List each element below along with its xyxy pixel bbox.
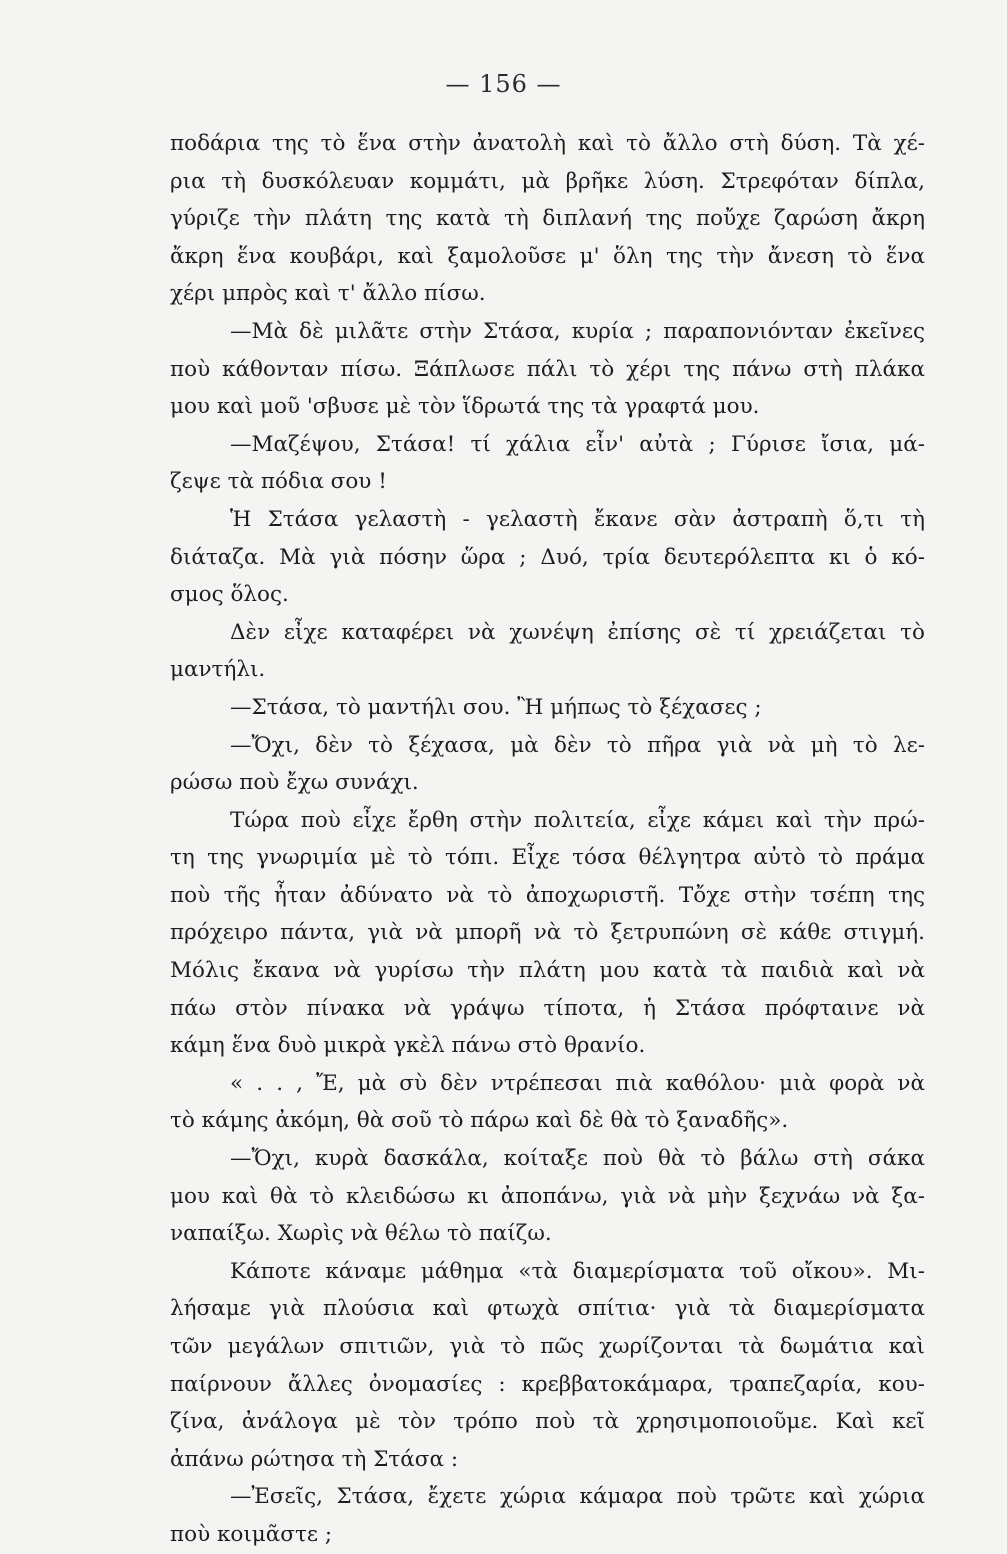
text-line: διάταζα. Μὰ γιὰ πόσην ὥρα ; Δυό, τρία δευτερόλεπτα κι ὁ κό- bbox=[170, 544, 925, 570]
text-line: Τώρα ποὺ εἶχε ἔρθη στὴν πολιτεία, εἶχε κάμει καὶ τὴν πρώ- bbox=[230, 807, 925, 833]
text-line: παίρνουν ἄλλες ὀνομασίες : κρεββατοκάμαρα, τραπεζαρία, κου- bbox=[170, 1371, 925, 1397]
text-line: σμος ὅλος. bbox=[170, 582, 289, 608]
text-line: μου καὶ μοῦ 'σβυσε μὲ τὸν ἵδρωτά της τὰ γραφτά μου. bbox=[170, 394, 760, 420]
text-line: πρόχειρο πάντα, γιὰ νὰ μπορῆ νὰ τὸ ξετρυπώνη σὲ κάθε στιγμή. bbox=[170, 920, 925, 946]
text-line: « . . , Ἔ, μὰ σὺ δὲν ντρέπεσαι πιὰ καθόλου· μιὰ φορὰ νὰ bbox=[230, 1070, 925, 1096]
text-line: ἄκρη ἕνα κουβάρι, καὶ ξαμολοῦσε μ' ὅλη της τὴν ἄνεση τὸ ἕνα bbox=[170, 243, 925, 269]
text-line: —Ἐσεῖς, Στάσα, ἔχετε χώρια κάμαρα ποὺ τρῶτε καὶ χώρια bbox=[230, 1484, 925, 1510]
text-line: Ἡ Στάσα γελαστὴ - γελαστὴ ἔκανε σὰν ἀστραπὴ ὅ,τι τὴ bbox=[230, 506, 925, 532]
text-line: τὸ κάμης ἀκόμη, θὰ σοῦ τὸ πάρω καὶ δὲ θὰ τὸ ξαναδῆς». bbox=[170, 1108, 789, 1134]
text-line: γύριζε τὴν πλάτη της κατὰ τὴ διπλανή της ποὔχε ζαρώση ἄκρη bbox=[170, 206, 925, 232]
text-line: ρώσω ποὺ ἔχω συνάχι. bbox=[170, 770, 419, 796]
text-line: —Ὄχι, κυρὰ δασκάλα, κοίταξε ποὺ θὰ τὸ βάλω στὴ σάκα bbox=[230, 1146, 925, 1172]
text-line: ρια τὴ δυσκόλευαν κομμάτι, μὰ βρῆκε λύση. Στρεφόταν δίπλα, bbox=[170, 168, 925, 194]
text-line: ποὺ κάθονταν πίσω. Ξάπλωσε πάλι τὸ χέρι της πάνω στὴ πλάκα bbox=[170, 356, 925, 382]
text-line: κάμη ἕνα δυὸ μικρὰ γκὲλ πάνω στὸ θρανίο. bbox=[170, 1033, 646, 1059]
text-line: χέρι μπρὸς καὶ τ' ἄλλο πίσω. bbox=[170, 281, 486, 307]
text-line: πάω στὸν πίνακα νὰ γράψω τίποτα, ἡ Στάσα πρόφταινε νὰ bbox=[170, 995, 925, 1021]
text-line: —Μαζέψου, Στάσα! τί χάλια εἶν' αὐτὰ ; Γύρισε ἴσια, μά- bbox=[230, 431, 925, 457]
body-text bbox=[170, 125, 925, 1554]
text-line: ἀπάνω ρώτησα τὴ Στάσα : bbox=[170, 1446, 459, 1472]
text-line: —Ὄχι, δὲν τὸ ξέχασα, μὰ δὲν τὸ πῆρα γιὰ νὰ μὴ τὸ λε- bbox=[230, 732, 925, 758]
text-line: ποδάρια της τὸ ἕνα στὴν ἀνατολὴ καὶ τὸ ἄλλο στὴ δύση. Τὰ χέ- bbox=[170, 131, 925, 156]
text-line: λήσαμε γιὰ πλούσια καὶ φτωχὰ σπίτια· γιὰ τὰ διαμερίσματα bbox=[170, 1296, 925, 1322]
text-line: —Μὰ δὲ μιλᾶτε στὴν Στάσα, κυρία ; παραπονιόνταν ἐκεῖνες bbox=[230, 318, 925, 344]
text-line: τῶν μεγάλων σπιτιῶν, γιὰ τὸ πῶς χωρίζονται τὰ δωμάτια καὶ bbox=[170, 1334, 925, 1359]
text-line: ποὺ κοιμᾶστε ; bbox=[170, 1521, 333, 1547]
text-line: τη της γνωριμία μὲ τὸ τόπι. Εἶχε τόσα θέλγητρα αὐτὸ τὸ πράμα bbox=[170, 845, 925, 871]
text-line: Μόλις ἔκανα νὰ γυρίσω τὴν πλάτη μου κατὰ τὰ παιδιὰ καὶ νὰ bbox=[170, 958, 925, 984]
text-line: —Στάσα, τὸ μαντήλι σου. Ἢ μήπως τὸ ξέχασες ; bbox=[230, 694, 762, 720]
text-line: μαντήλι. bbox=[170, 657, 266, 683]
text-line: μου καὶ θὰ τὸ κλειδώσω κι ἀποπάνω, γιὰ νὰ μὴν ξεχνάω νὰ ξα- bbox=[170, 1183, 925, 1209]
text-line: ζεψε τὰ πόδια σου ! bbox=[170, 469, 387, 495]
text-line: ποὺ τῆς ἦταν ἀδύνατο νὰ τὸ ἀποχωριστῆ. Τὄχε στὴν τσέπη της bbox=[170, 882, 925, 908]
text-line: Κάποτε κάναμε μάθημα «τὰ διαμερίσματα τοῦ οἴκου». Μι- bbox=[230, 1258, 925, 1284]
text-line: Δὲν εἶχε καταφέρει νὰ χωνέψη ἐπίσης σὲ τί χρειάζεται τὸ bbox=[230, 619, 925, 645]
text-line: ναπαίξω. Χωρὶς νὰ θέλω τὸ παίζω. bbox=[170, 1221, 552, 1247]
text-line: ζίνα, ἀνάλογα μὲ τὸν τρόπο ποὺ τὰ χρησιμοποιοῦμε. Καὶ κεῖ bbox=[170, 1409, 925, 1435]
page-number: — 156 — bbox=[445, 70, 562, 98]
